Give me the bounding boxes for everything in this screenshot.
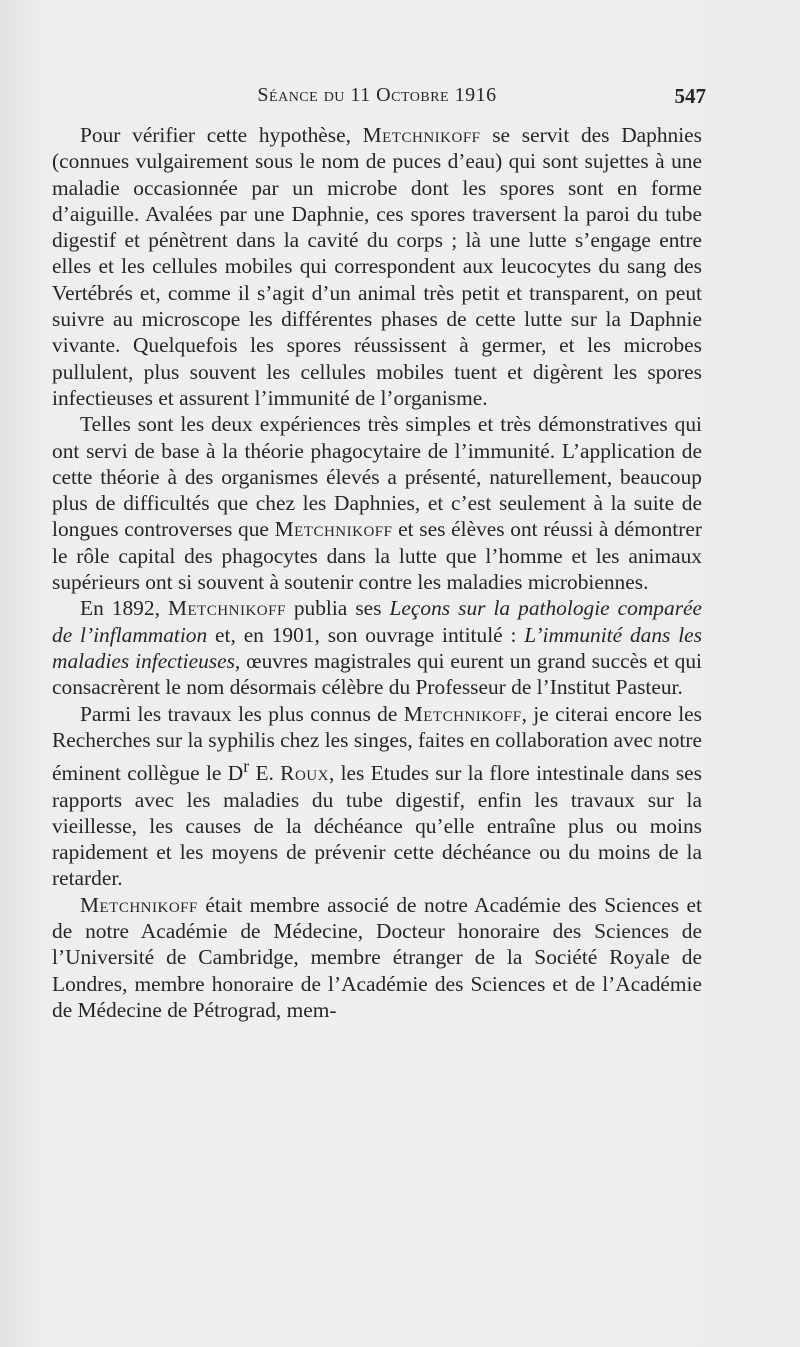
author-name: Metchnikoff <box>167 596 286 621</box>
text-run: Pour vérifier cette hypothèse, <box>80 123 363 147</box>
paragraph-3 <box>52 595 702 700</box>
text-run: , les Etudes sur la flore intestinale dans ses rapports avec les maladies du tube digestif, enfin les travaux sur la vieillesse, les causes de la déchéance qu’elle entraîne plus ou moins rapidement et les moyens de prévenir cette déchéance ou du moins de la retarder. <box>52 761 702 891</box>
text-run: , je citerai encore les Recherches sur la syphilis chez les singes, faites en collaboration avec notre éminent collègue le D <box>52 701 703 786</box>
page-number: 547 <box>674 84 706 108</box>
paragraph-5 <box>52 892 702 1023</box>
text-run: était membre associé de notre Académie des Sciences et de notre Académie de Médecine, Docteur honoraire des Sciences de l’Université de Cambridge, membre étranger de la Société Royale de Londres, membre honoraire de l’Académie des Sciences et de l’Académie de Médecine de Pétrograd, mem- <box>52 892 702 1022</box>
superscript: r <box>243 756 250 777</box>
author-name: Metchnikoff <box>362 123 481 147</box>
text-run: publia ses <box>285 596 390 621</box>
paragraph-2 <box>52 411 702 595</box>
person-name: Roux <box>280 761 329 786</box>
page-header <box>48 84 706 114</box>
text-run: se servit des Daphnies (connues vulgairement sous le nom de puces d’eau) qui sont sujettes à une maladie occasionnée par un microbe dont les spores sont en forme d’aiguille. Avalées par une Daphnie, ces spores traversent la paroi du tube digestif et pénètrent dans la cavité du corps ; là une lutte s’engage entre elles et les cellules mobiles qui correspondent aux leucocytes du sang des Vertébrés et, comme il s’agit d’un animal très petit et transparent, on peut suivre au microscope les différentes phases de cette lutte sur la Daphnie vivante. Quelquefois les spores réussissent à germer, et les microbes pullulent, plus souvent les cellules mobiles tuent et digèrent les spores infectieuses et assurent l’immunité de l’organisme. <box>52 123 702 410</box>
book-title: L’immunité dans les maladies infectieuses <box>52 622 702 673</box>
paragraph-1 <box>52 122 702 411</box>
author-name: Metchnikoff <box>403 701 522 726</box>
text-run: , œuvres magistrales qui eurent un grand succès et qui consacrèrent le nom désormais célèbre du Professeur de l’Institut Pasteur. <box>52 648 702 700</box>
text-run: Telles sont les deux expériences très simples et très démonstratives qui ont servi de base à la théorie phagocytaire de l’immunité. L’application de cette théorie à des organismes élevés a présenté, naturellement, beaucoup plus de difficultés que chez les Daphnies, et c’est seulement à la suite de longues controverses que <box>52 412 702 542</box>
running-title: Séance du 11 Octobre 1916 <box>257 84 497 106</box>
author-name: Metchnikoff <box>80 892 198 917</box>
paragraph-4 <box>52 701 702 892</box>
body-text <box>52 122 702 1023</box>
text-run: En 1892, <box>80 596 168 621</box>
text-run: Parmi les travaux les plus connus de <box>80 701 404 726</box>
text-run: et, en 1901, son ouvrage intitulé : <box>207 622 525 647</box>
text-run: et ses élèves ont réussi à démontrer le rôle capital des phagocytes dans la lutte que l’homme et les animaux supérieurs ont si souvent à soutenir contre les maladies microbiennes. <box>52 517 702 595</box>
book-title: Leçons sur la pathologie comparée de l’inflammation <box>52 596 703 647</box>
author-name: Metchnikoff <box>274 517 393 542</box>
text-run: E. <box>249 761 281 786</box>
